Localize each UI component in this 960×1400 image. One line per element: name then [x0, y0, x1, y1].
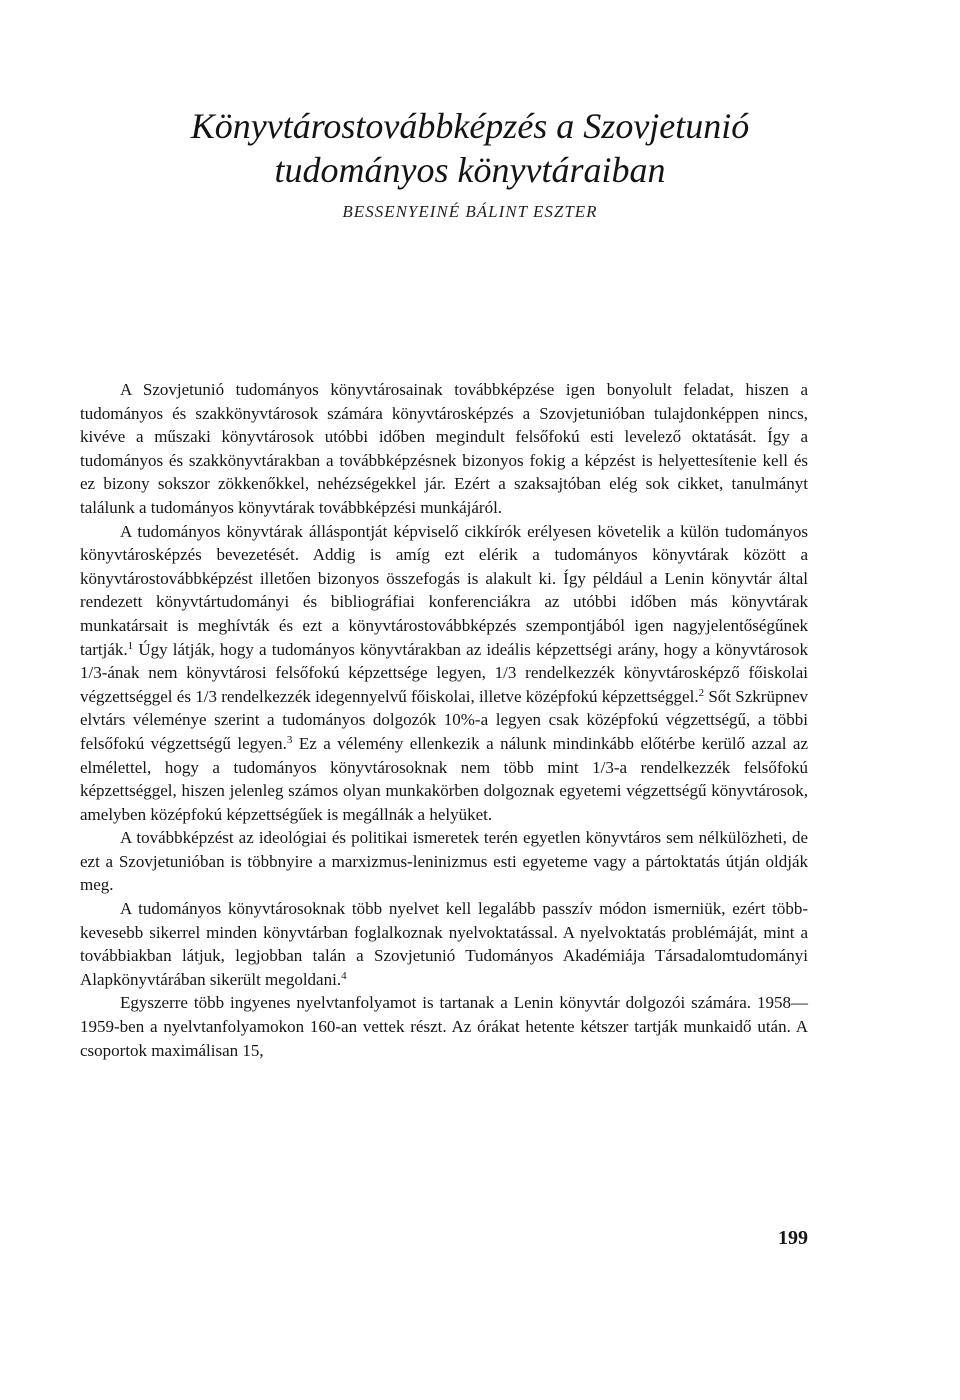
body-paragraph: Egyszerre több ingyenes nyelvtanfolyamot is tartanak a Lenin könyvtár dolgozói számára. 1958—1959-ben a nyelvtanfolyamokon 160-an vettek részt. Az órákat hetente kétszer tartják munkaidő után. A csoportok maximálisan 15, — [80, 993, 808, 1060]
body-paragraph: A továbbképzést az ideológiai és politikai ismeretek terén egyetlen könyvtáros sem nélkülözheti, de ezt a Szovjetunióban is többnyire a marxizmus-leninizmus esti egyeteme vagy a pártoktatás útján oldják meg. — [80, 828, 808, 895]
title-line-1: Könyvtárostovábbképzés a Szovjetunió — [190, 106, 750, 146]
footnote-ref: 3 — [286, 733, 293, 746]
body-paragraph: A Szovjetunió tudományos könyvtárosainak továbbképzése igen bonyolult feladat, hiszen a tudományos és szakkönyvtárosok számára könyvtárosképzés a Szovjetunióban tulajdonképpen nincs, kivéve a műszaki könyvtárosok utóbbi időben megindult felsőfokú esti levelező oktatását. Így a tudományos és szakkönyvtárakban a továbbképzésnek bizonyos fokig a képzést is helyettesítenie kell és ez bizony sokszor zökkenőkkel, nehézségekkel jár. Ezért a szaksajtóban elég sok cikket, tanulmányt találunk a tudományos könyvtárak továbbképzési munkájáról. — [80, 380, 808, 517]
footnote-ref: 2 — [698, 686, 705, 699]
article-title — [150, 104, 790, 192]
article-body — [80, 378, 808, 1062]
body-paragraph: A tudományos könyvtárosoknak több nyelvet kell legalább passzív módon ismerniük, ezért több-kevesebb sikerrel minden könyvtárban foglalkoznak nyelvoktatással. A nyelvoktatás problémáját, mint a továbbiakban látjuk, legjobban talán a Szovjetunió Tudományos Akadémiája Társadalomtudományi Alapkönyvtárában sikerült megoldani.$^4$ — [80, 899, 808, 989]
author-byline: BESSENYEINÉ BÁLINT ESZTER — [342, 202, 598, 221]
footnote-ref: 1 — [127, 639, 134, 652]
body-paragraph: A tudományos könyvtárak álláspontját képviselő cikkírók erélyesen követelik a külön tudományos könyvtárosképzés bevezetését. Addig is amíg ezt elérik a tudományos könyvtárak között a könyvtárostovábbképzést illetően bizonyos összefogás is alakult ki. Így például a Lenin könyvtár által rendezett könyvtártudományi és bibliográfiai konferenciákra az utóbbi időben más könyvtárak munkatársait is meghívták és ezt a könyvtárostovábbképzés szempontjából igen nagyjelentőségűnek tartják.$^1$ Úgy látják, hogy a tudományos könyvtárakban az ideális képzettségi arány, hogy a könyvtárosok 1/3-ának nem könyvtárosi felsőfokú képzettsége legyen, 1/3 rendelkezzék könyvtárosképző főiskolai végzettséggel és 1/3 rendelkezzék idegennyelvű főiskolai, illetve középfokú képzettséggel.$^2$ Sőt Szkrüpnev elvtárs véleménye szerint a tudományos dolgozók 10%-a legyen csak középfokú végzettségű, a többi felsőfokú végzettségű legyen.$^3$ Ez a vélemény ellenkezik a nálunk mindinkább előtérbe kerülő azzal az elmélettel, hogy a tudományos könyvtárosoknak nem több mint 1/3-a rendelkezzék felsőfokú képzettséggel, hiszen jelenleg számos olyan munkakörben dolgoznak egyetemi végzettségű könyvtárosok, amelyben középfokú képzettségűek is megállnák a helyüket. — [80, 521, 808, 824]
page-number: 199 — [778, 1227, 808, 1249]
footnote-ref: 4 — [341, 969, 347, 982]
title-line-2: tudományos könyvtáraiban — [274, 150, 666, 190]
